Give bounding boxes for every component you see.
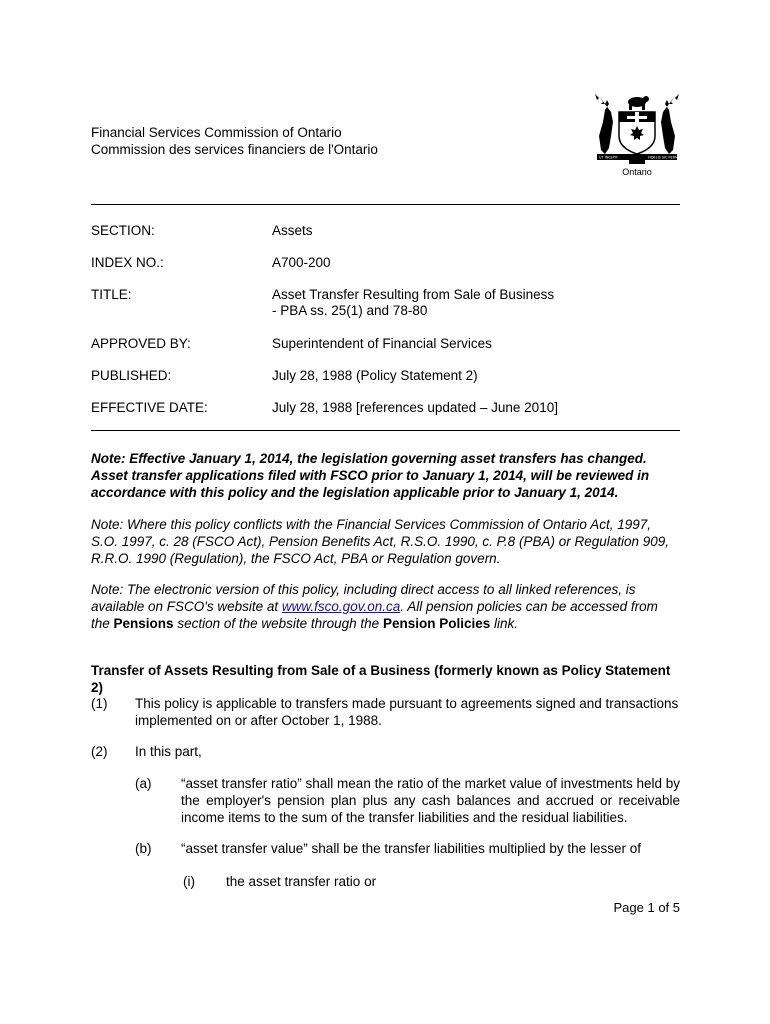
title-label: TITLE:: [91, 287, 132, 302]
title-value: [272, 287, 672, 319]
subclause-i-number: (i): [183, 874, 195, 889]
crest-caption: Ontario: [622, 167, 652, 177]
note-policy-conflicts: Note: Where this policy conflicts with the Financial Services Commission of Ontario Act, 1997, S.O. 1997, c. 28 (FSCO Act), Pension Benefits Act, R.S.O. 1990, c. P.8 (PBA) or Regulation 909, R.R.O. 1990 (Regulation), the FSCO Act, PBA or Regulation govern.: [91, 517, 670, 566]
header-divider: [91, 204, 680, 205]
ontario-coat-of-arms-logo: [593, 92, 687, 180]
effective-label: EFFECTIVE DATE:: [91, 400, 208, 415]
section-heading: Transfer of Assets Resulting from Sale of a Business (formerly known as Policy Statement 2): [91, 663, 671, 695]
clause-a-number: (a): [135, 776, 152, 791]
index-label: INDEX NO.:: [91, 255, 164, 270]
title-value-line1: Asset Transfer Resulting from Sale of Business: [272, 287, 555, 302]
organization-name-french: Commission des services financiers de l'Ontario: [91, 142, 378, 157]
index-value: A700-200: [272, 255, 331, 270]
paragraph-2-number: (2): [91, 744, 108, 759]
note3-text-d: link.: [490, 616, 519, 631]
page-number: Page 1 of 5: [613, 900, 680, 915]
clause-a-text: “asset transfer ratio” shall mean the ratio of the market value of investments held by the employer's pension plan plus any cash balances and accrued or receivable income items to the sum of the transfer liabilities and the residual liabilities.: [181, 776, 680, 825]
clause-b-text: “asset transfer value” shall be the transfer liabilities multiplied by the lesser of: [181, 841, 641, 856]
effective-value: July 28, 1988 [references updated – June 2010]: [272, 400, 558, 415]
title-value-line2: - PBA ss. 25(1) and 78-80: [272, 303, 428, 318]
clause-b-number: (b): [135, 841, 152, 856]
paragraph-1-text: This policy is applicable to transfers made pursuant to agreements signed and transactions implemented on or after October 1, 1988.: [135, 696, 679, 728]
section-label: SECTION:: [91, 223, 155, 238]
meta-row-title: [91, 287, 680, 321]
pension-policies-link-label: Pension Policies: [382, 616, 491, 631]
published-label: PUBLISHED:: [91, 368, 172, 383]
section-value: Assets: [272, 223, 313, 238]
organization-name-english: Financial Services Commission of Ontario: [91, 125, 342, 140]
paragraph-2-text: In this part,: [135, 744, 202, 759]
approved-label: APPROVED BY:: [91, 336, 191, 351]
subclause-i-text: the asset transfer ratio or: [226, 874, 377, 889]
note3-text-b: . All pension policies can be accessed from the: [91, 599, 658, 631]
organization-name: [91, 124, 378, 158]
pensions-section-label: Pensions: [113, 616, 174, 631]
note-electronic-version: [91, 581, 680, 632]
published-value: July 28, 1988 (Policy Statement 2): [272, 368, 478, 383]
approved-value: Superintendent of Financial Services: [272, 336, 492, 351]
crest-motto-right: FIDELIS SIC PERMANET: [648, 155, 687, 160]
fsco-website-link[interactable]: www.fsco.gov.on.ca: [281, 599, 401, 614]
note-legislation-change: Note: Effective January 1, 2014, the legislation governing asset transfers has changed. Asset transfer applications filed with FSCO prior to January 1, 2014, will be reviewed in accordance with this policy and the legislation applicable prior to January 1, 2014.: [91, 451, 650, 500]
meta-divider: [91, 430, 680, 431]
crest-motto-left: UT INCEPIT: [599, 155, 618, 160]
note3-text-a: Note: The electronic version of this policy, including direct access to all linked references, is available on FSCO's website at: [91, 582, 636, 614]
paragraph-1-number: (1): [91, 696, 108, 711]
note3-text-c: section of the website through the: [173, 616, 383, 631]
